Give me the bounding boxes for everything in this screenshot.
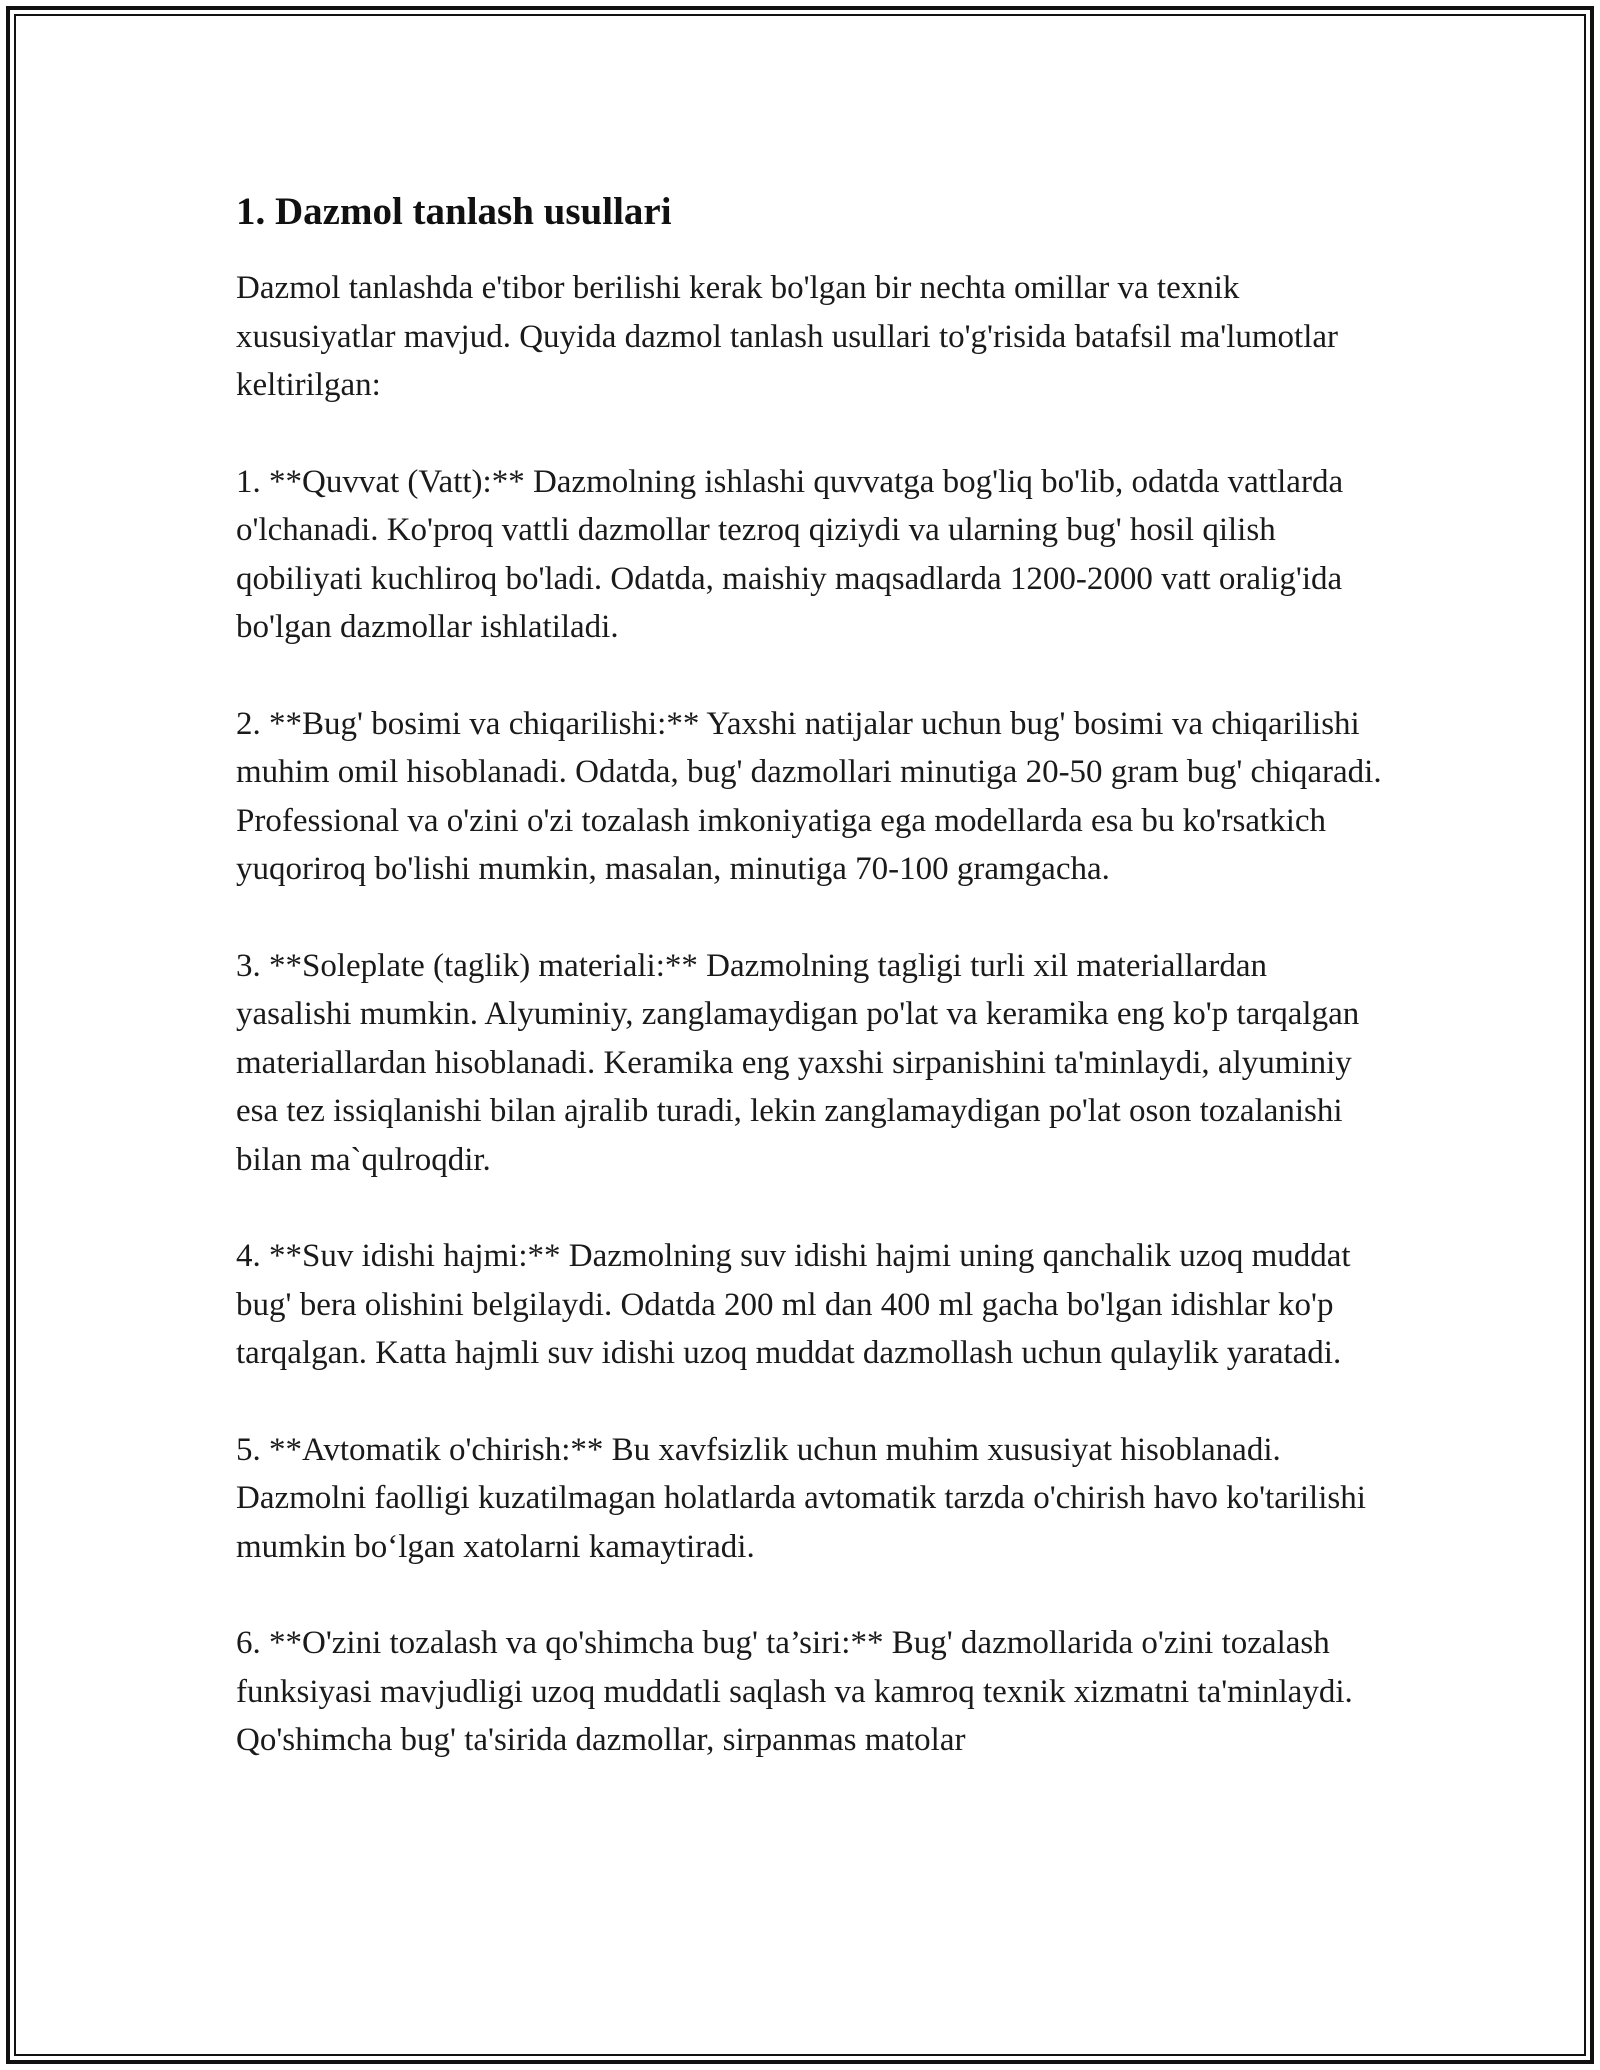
document-body <box>236 186 1386 1813</box>
document-title: 1. Dazmol tanlash usullari <box>236 190 672 233</box>
list-item-soleplate: 3. **Soleplate (taglik) materiali:** Dazmolning tagligi turli xil materiallardan yasalishi mumkin. Alyuminiy, zanglamaydigan po'lat va keramika eng ko'p tarqalgan materiallardan hisoblanadi. Keramika eng yaxshi sirpanishini ta'minlaydi, alyuminiy esa tez issiqlanishi bilan ajralib turadi, lekin zanglamaydigan po'lat oson tozalanishi bilan ma`qulroqdir. <box>236 947 1360 1178</box>
list-item-steam-pressure: 2. **Bug' bosimi va chiqarilishi:** Yaxshi natijalar uchun bug' bosimi va chiqarilishi muhim omil hisoblanadi. Odatda, bug' dazmollari minutiga 20-50 gram bug' chiqaradi. Professional va o'zini o'zi tozalash imkoniyatiga ega modellarda esa bu ko'rsatkich yuqoriroq bo'lishi mumkin, masalan, minutiga 70-100 gramgacha. <box>236 705 1382 887</box>
list-item-power: 1. **Quvvat (Vatt):** Dazmolning ishlashi quvvatga bog'liq bo'lib, odatda vattlarda o'lchanadi. Ko'proq vattli dazmollar tezroq qiziydi va ularning bug' hosil qilish qobiliyati kuchliroq bo'ladi. Odatda, maishiy maqsadlarda 1200-2000 vatt oralig'ida bo'lgan dazmollar ishlatiladi. <box>236 463 1344 645</box>
list-item-water-tank: 4. **Suv idishi hajmi:** Dazmolning suv idishi hajmi uning qanchalik uzoq muddat bug' bera olishini belgilaydi. Odatda 200 ml dan 400 ml gacha bo'lgan idishlar ko'p tarqalgan. Katta hajmli suv idishi uzoq muddat dazmollash uchun qulaylik yaratadi. <box>236 1238 1351 1371</box>
intro-paragraph: Dazmol tanlashda e'tibor berilishi kerak bo'lgan bir nechta omillar va texnik xususiyatlar mavjud. Quyida dazmol tanlash usullari to'g'risida batafsil ma'lumotlar keltirilgan: <box>236 270 1339 403</box>
list-item-auto-off: 5. **Avtomatik o'chirish:** Bu xavfsizlik uchun muhim xususiyat hisoblanadi. Dazmolni faolligi kuzatilmagan holatlarda avtomatik tarzda o'chirish havo ko'tarilishi mumkin bo‘lgan xatolarni kamaytiradi. <box>236 1431 1366 1565</box>
list-item-self-clean: 6. **O'zini tozalash va qo'shimcha bug' ta’siri:** Bug' dazmollarida o'zini tozalash funksiyasi mavjudligi uzoq muddatli saqlash va kamroq texnik xizmatni ta'minlaydi. Qo'shimcha bug' ta'sirida dazmollar, sirpanmas matolar <box>236 1625 1353 1758</box>
